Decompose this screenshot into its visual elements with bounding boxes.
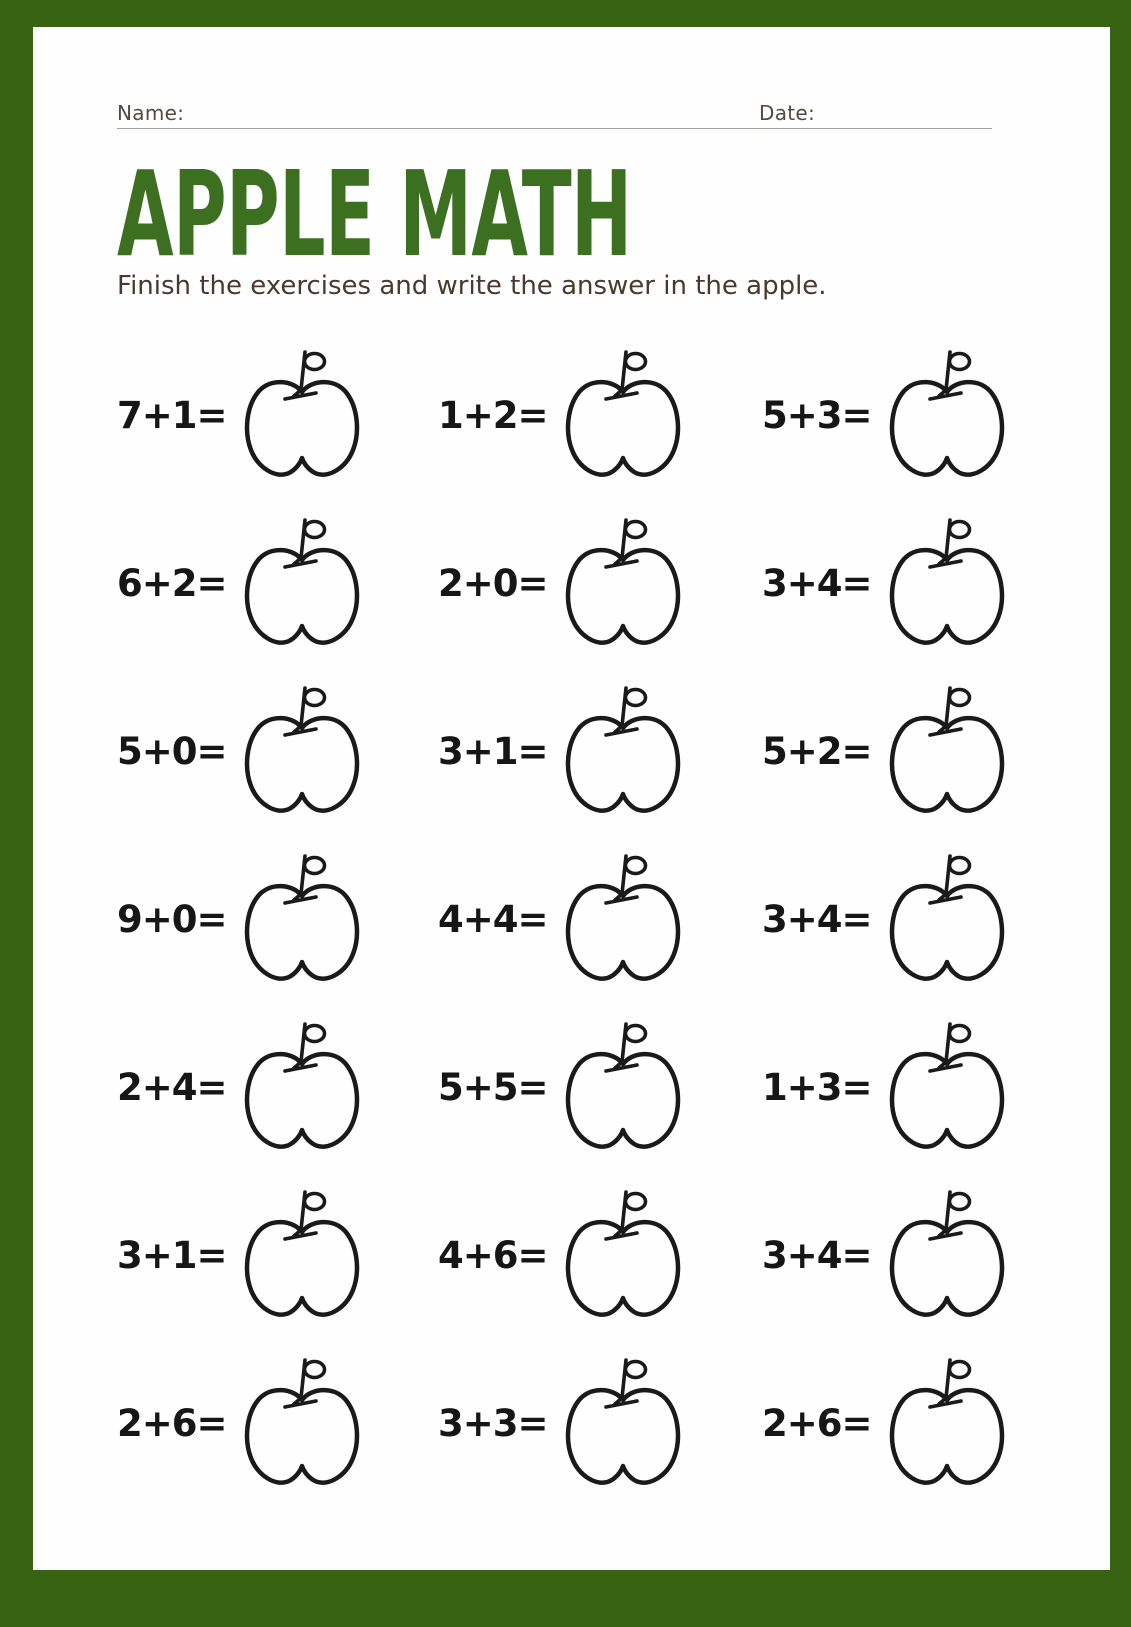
apple-outline-icon[interactable] bbox=[242, 682, 362, 820]
exercise-expression: 3+1= bbox=[117, 1233, 227, 1277]
exercise-expression: 3+4= bbox=[762, 1233, 872, 1277]
exercise-cell bbox=[117, 499, 438, 667]
exercise-cell bbox=[762, 1171, 1083, 1339]
date-label: Date: bbox=[759, 101, 816, 125]
exercise-cell bbox=[762, 835, 1083, 1003]
exercise-cell bbox=[117, 1171, 438, 1339]
exercise-expression: 3+1= bbox=[438, 729, 548, 773]
apple-outline-icon[interactable] bbox=[887, 514, 1007, 652]
exercise-expression: 5+5= bbox=[438, 1065, 548, 1109]
apple-outline-icon[interactable] bbox=[563, 1354, 683, 1492]
apple-outline-icon[interactable] bbox=[887, 682, 1007, 820]
exercise-expression: 5+0= bbox=[117, 729, 227, 773]
worksheet-page bbox=[33, 27, 1110, 1570]
exercise-cell bbox=[117, 1003, 438, 1171]
exercise-expression: 3+4= bbox=[762, 561, 872, 605]
apple-outline-icon[interactable] bbox=[242, 1018, 362, 1156]
instructions-text: Finish the exercises and write the answer in the apple. bbox=[117, 271, 827, 301]
exercise-expression: 1+3= bbox=[762, 1065, 872, 1109]
apple-outline-icon[interactable] bbox=[242, 1186, 362, 1324]
exercise-cell bbox=[117, 331, 438, 499]
exercise-cell bbox=[438, 499, 762, 667]
apple-outline-icon[interactable] bbox=[563, 1186, 683, 1324]
exercise-expression: 2+0= bbox=[438, 561, 548, 605]
exercise-cell bbox=[762, 499, 1083, 667]
exercise-expression: 2+6= bbox=[762, 1401, 872, 1445]
exercise-cell bbox=[438, 667, 762, 835]
exercise-cell bbox=[762, 1003, 1083, 1171]
exercise-cell bbox=[438, 1171, 762, 1339]
exercise-expression: 3+4= bbox=[762, 897, 872, 941]
exercise-cell bbox=[117, 835, 438, 1003]
apple-outline-icon[interactable] bbox=[887, 1018, 1007, 1156]
exercise-cell bbox=[117, 667, 438, 835]
exercise-expression: 2+4= bbox=[117, 1065, 227, 1109]
exercise-cell bbox=[438, 1003, 762, 1171]
apple-outline-icon[interactable] bbox=[563, 682, 683, 820]
exercise-expression: 5+2= bbox=[762, 729, 872, 773]
apple-outline-icon[interactable] bbox=[563, 346, 683, 484]
exercise-cell bbox=[117, 1339, 438, 1507]
apple-outline-icon[interactable] bbox=[242, 346, 362, 484]
exercise-expression: 6+2= bbox=[117, 561, 227, 605]
exercise-cell bbox=[438, 331, 762, 499]
apple-outline-icon[interactable] bbox=[563, 1018, 683, 1156]
exercise-expression: 1+2= bbox=[438, 393, 548, 437]
name-date-row bbox=[117, 100, 992, 129]
exercise-cell bbox=[762, 331, 1083, 499]
apple-outline-icon[interactable] bbox=[563, 514, 683, 652]
apple-outline-icon[interactable] bbox=[887, 850, 1007, 988]
exercise-expression: 9+0= bbox=[117, 897, 227, 941]
exercise-expression: 3+3= bbox=[438, 1401, 548, 1445]
exercise-cell bbox=[762, 1339, 1083, 1507]
page-title-text: APPLE MATH bbox=[117, 145, 632, 283]
exercise-expression: 2+6= bbox=[117, 1401, 227, 1445]
exercise-expression: 4+4= bbox=[438, 897, 548, 941]
apple-outline-icon[interactable] bbox=[242, 1354, 362, 1492]
apple-outline-icon[interactable] bbox=[242, 850, 362, 988]
worksheet-grid bbox=[117, 331, 1083, 1507]
apple-outline-icon[interactable] bbox=[887, 1186, 1007, 1324]
exercise-cell bbox=[438, 1339, 762, 1507]
exercise-expression: 5+3= bbox=[762, 393, 872, 437]
apple-outline-icon[interactable] bbox=[563, 850, 683, 988]
apple-outline-icon[interactable] bbox=[887, 346, 1007, 484]
apple-outline-icon[interactable] bbox=[887, 1354, 1007, 1492]
apple-outline-icon[interactable] bbox=[242, 514, 362, 652]
name-label: Name: bbox=[117, 101, 185, 125]
exercise-expression: 7+1= bbox=[117, 393, 227, 437]
exercise-expression: 4+6= bbox=[438, 1233, 548, 1277]
exercise-cell bbox=[762, 667, 1083, 835]
exercise-cell bbox=[438, 835, 762, 1003]
page-title bbox=[117, 145, 1110, 283]
